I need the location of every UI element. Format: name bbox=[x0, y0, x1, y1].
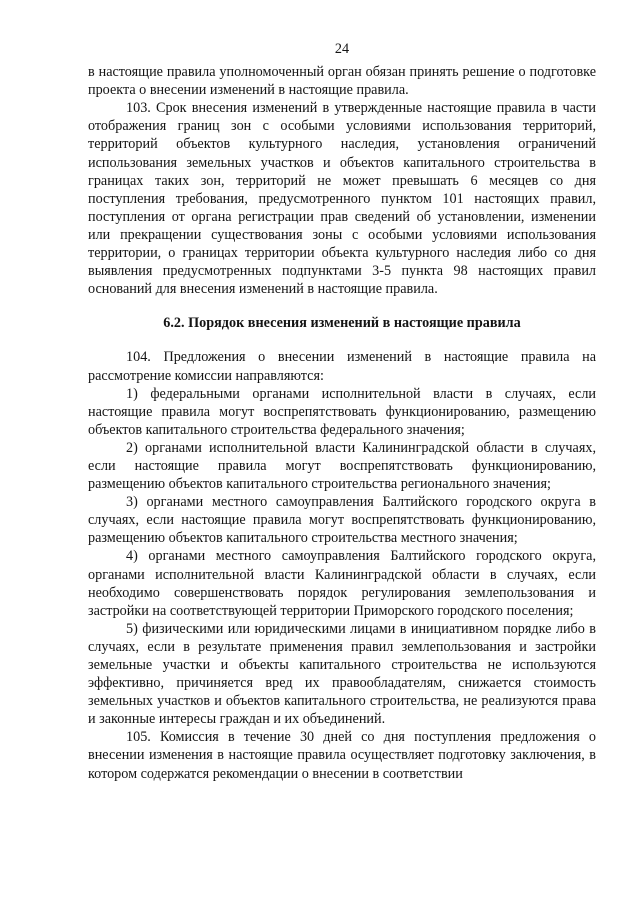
page-number: 24 bbox=[334, 41, 350, 57]
list-item-3: 3) органами местного самоуправления Балтийского городского округа в случаях, если настоящие правила могут воспрепятствовать функционированию, размещению объектов капитального строительства местного значения; bbox=[88, 494, 596, 547]
document-page bbox=[88, 40, 596, 783]
list-item-2: 2) органами исполнительной власти Калининградской области в случаях, если настоящие правила могут воспрепятствовать функционированию, размещению объектов капитального строительства регионального значения; bbox=[88, 439, 596, 493]
paragraph-continuation: в настоящие правила уполномоченный орган обязан принять решение о подготовке проекта о внесении изменений в настоящие правила. bbox=[88, 64, 596, 99]
list-item-5: 5) физическими или юридическими лицами в инициативном порядке либо в случаях, если в результате применения правил землепользования и застройки земельные участки и объекты капитального строительства не используются эффективно, причиняется вред их правообладателям, снижается стоимость земельных участков и объектов капитального строительства, не реализуются права и законные интересы граждан и их объединений. bbox=[88, 620, 596, 728]
paragraph-103: 103. Срок внесения изменений в утвержденные настоящие правила в части отображения границ зон с особыми условиями использования территорий, территорий объектов культурного наследия, установления ограничений использования земельных участков и объектов капитального строительства в границах таких зон, территорий не может превышать 6 месяцев со дня поступления требования, предусмотренного пунктом 101 настоящих правил, поступления от органа регистрации прав сведений об установлении, изменении или прекращении существования зоны с особыми условиями использования территории, о границах территории объекта культурного наследия либо со дня выявления предусмотренных подпунктами 3-5 пункта 98 настоящих правил оснований для внесения изменений в настоящие правила. bbox=[88, 100, 596, 298]
section-heading: 6.2. Порядок внесения изменений в настоящие правила bbox=[163, 315, 521, 332]
list-item-1: 1) федеральными органами исполнительной власти в случаях, если настоящие правила могут воспрепятствовать функционированию, размещению объектов капитального строительства федерального значения; bbox=[88, 385, 596, 438]
paragraph-104: 104. Предложения о внесении изменений в настоящие правила на рассмотрение комиссии направляются: bbox=[88, 349, 596, 384]
list-item-4: 4) органами местного самоуправления Балтийского городского округа, органами исполнительной власти Калининградской области в случаях, если необходимо совершенствовать порядок регулирования землепользования и застройки на соответствующей территории Приморского городского поселения; bbox=[88, 548, 596, 619]
paragraph-105: 105. Комиссия в течение 30 дней со дня поступления предложения о внесении изменения в настоящие правила осуществляет подготовку заключения, в котором содержатся рекомендации о внесении в соответствии bbox=[88, 729, 596, 782]
